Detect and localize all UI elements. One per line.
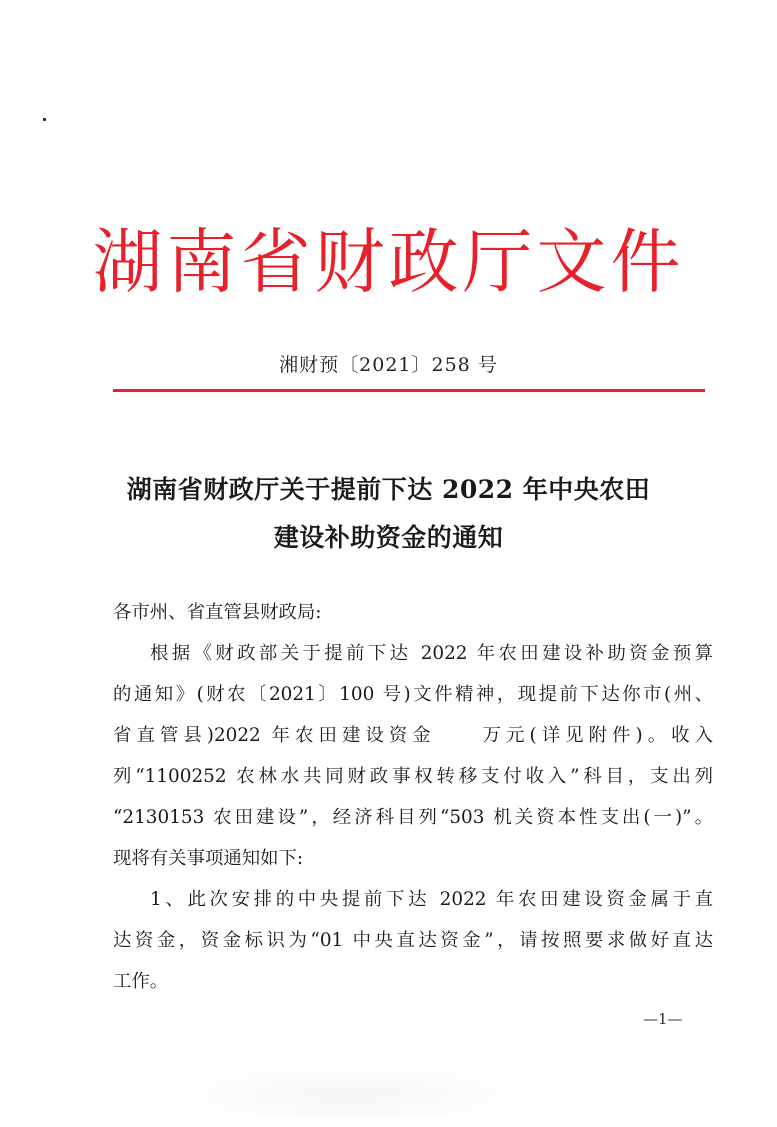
body-line-1: 根据《财政部关于提前下达 2022 年农田建设补助资金预算 [150, 643, 713, 664]
title-line-1: 湖南省财政厅关于提前下达 2022 年中央农田 [126, 475, 651, 504]
title-line-2: 建设补助资金的通知 [273, 523, 504, 552]
salutation: 各市州、省直管县财政局: [113, 602, 322, 623]
body-line-5: “2130153 农田建设”，经济科目列“503 机关资本性支出(一)”。 [113, 807, 713, 828]
masthead: 湖南省财政厅文件 [92, 221, 685, 303]
body-line-6: 现将有关事项通知如下: [113, 848, 304, 869]
scan-bleed-through [150, 1058, 550, 1118]
body-line-8: 达资金，资金标识为“01 中央直达资金”，请按照要求做好直达 [113, 930, 713, 951]
body-line-2: 的通知》(财农〔2021〕100 号)文件精神，现提前下达你市(州、 [113, 684, 713, 705]
body-line-9: 工作。 [113, 971, 169, 992]
document-number: 湘财预〔2021〕258 号 [279, 354, 498, 376]
page-number: —1— [643, 1010, 683, 1028]
scan-speck [43, 118, 46, 121]
body-line-4: 列“1100252 农林水共同财政事权转移支付收入”科目，支出列 [113, 766, 713, 787]
document-body [113, 592, 713, 1002]
document-title [60, 466, 717, 562]
body-line-3: 省直管县)2022 年农田建设资金 万元(详见附件)。收入 [113, 725, 713, 746]
body-line-7: 1、此次安排的中央提前下达 2022 年农田建设资金属于直 [150, 889, 713, 910]
red-divider-line [113, 389, 705, 392]
